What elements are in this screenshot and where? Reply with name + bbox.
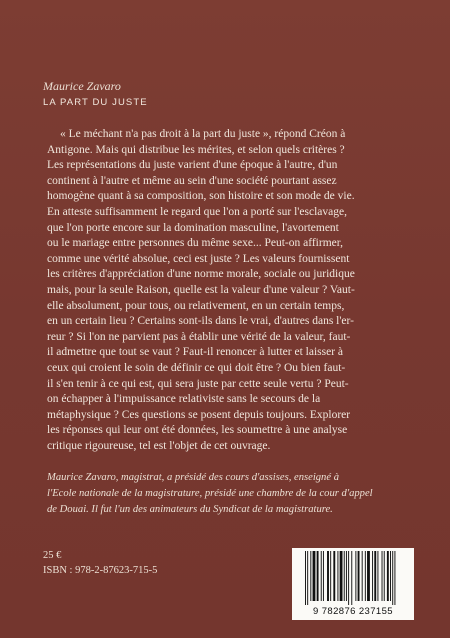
- barcode-bars-icon: [303, 551, 403, 605]
- bio-line: Maurice Zavaro, magistrat, a présidé des cours d'assises, enseigné à: [47, 472, 340, 483]
- cover-author: Maurice Zavaro: [43, 79, 121, 93]
- bio-line: l'Ecole nationale de la magistrature, présidé une chambre de la cour d'appel: [47, 488, 373, 500]
- price-label: 25 €: [43, 550, 62, 561]
- blurb-line: elle absolument, pour tous, ou relativement, en un certain temps,: [47, 299, 345, 312]
- blurb-line: ceux qui croient le soin de définir ce qui doit être ? Ou bien faut-: [47, 361, 346, 374]
- blurb-line: il admettre que tout se vaut ? Faut-il renoncer à lutter et laisser à: [47, 346, 344, 359]
- blurb-line: mais, pour la seule Raison, quelle est la valeur d'une valeur ? Vaut-: [47, 283, 355, 296]
- blurb-line: on échapper à l'impuissance relativiste sans le secours de la: [47, 393, 321, 406]
- blurb-line: ou le mariage entre personnes du même sexe... Peut-on affirmer,: [47, 237, 343, 250]
- blurb-line: critique rigoureuse, tel est l'objet de cet ouvrage.: [47, 439, 271, 452]
- blurb-line: en un certain lieu ? Certains sont-ils dans le vrai, d'autres dans l'er-: [47, 315, 354, 328]
- isbn-label: ISBN : 978-2-87623-715-5: [43, 565, 158, 576]
- barcode: [292, 548, 414, 620]
- blurb-line: Les représentations du juste varient d'une époque à l'autre, d'un: [47, 159, 338, 172]
- blurb-line: reur ? Si l'on ne parvient pas à établir une vérité de la valeur, faut-: [47, 330, 351, 343]
- barcode-digits: 9 782876 237155: [313, 606, 393, 617]
- blurb-line: homogène quant à sa composition, son histoire et son mode de vie.: [47, 190, 355, 203]
- blurb-line: continent à l'autre et même au sein d'une société pourtant assez: [47, 174, 337, 187]
- blurb-line: Antigone. Mais qui distribue les mérites, et selon quels critères ?: [47, 143, 345, 156]
- blurb-line: « Le méchant n'a pas droit à la part du juste », répond Créon à: [60, 128, 346, 140]
- bio-line: de Douai. Il fut l'un des animateurs du Syndicat de la magistrature.: [47, 504, 333, 516]
- blurb-line: métaphysique ? Ces questions se posent depuis toujours. Explorer: [47, 408, 351, 421]
- blurb-line: que l'on porte encore sur la domination masculine, l'avortement: [47, 221, 339, 234]
- blurb-line: comme une vérité absolue, ceci est juste ? Les valeurs fournissent: [47, 252, 350, 265]
- author-bio: [47, 470, 412, 519]
- blurb-line: les réponses qui leur ont été données, les soumettre à une analyse: [47, 424, 348, 437]
- blurb-line: il s'en tenir à ce qui est, qui sera juste par cette seule vertu ? Peut-: [47, 377, 349, 390]
- blurb-paragraph: [47, 127, 407, 454]
- blurb-line: En atteste suffisamment le regard que l'on a porté sur l'esclavage,: [47, 205, 347, 218]
- blurb-line: les critères d'appréciation d'une norme morale, sociale ou juridique: [47, 268, 355, 281]
- cover-title: LA PART DU JUSTE: [43, 97, 148, 108]
